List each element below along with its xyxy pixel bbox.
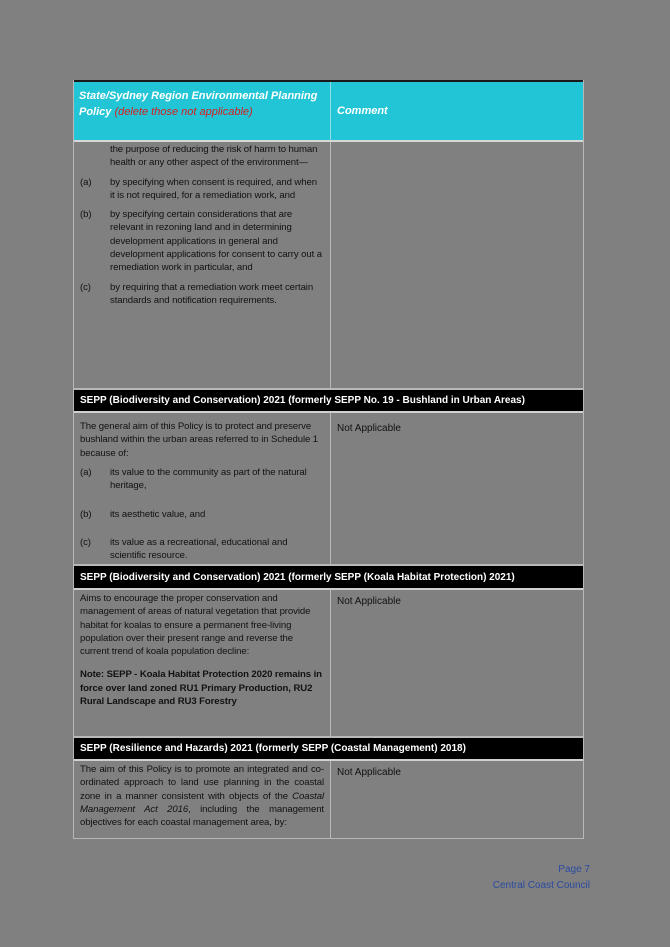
table-row-remediation-continued: [74, 142, 583, 389]
comment-not-applicable: Not Applicable: [337, 423, 401, 434]
clause-a: [74, 466, 330, 493]
policy-aim-part2: , including the management objectives for each coastal management area, by:: [80, 803, 324, 829]
table-row-coastal: [74, 761, 583, 839]
sepp-table: [73, 80, 584, 839]
comment-cell: [331, 590, 583, 736]
table-row-koala: [74, 590, 583, 737]
page-footer: [493, 862, 590, 894]
policy-note: Note: SEPP - Koala Habitat Protection 2020 remains in force over land zoned RU1 Primary Production, RU2 Rural Landscape and RU3 Forestry: [80, 669, 322, 708]
clause-text: by specifying when consent is required, and when it is not required, for a remediation work, and: [110, 176, 317, 201]
clause-c: [74, 281, 330, 308]
header-policy-cell: [74, 82, 331, 140]
section-header-bushland: SEPP (Biodiversity and Conservation) 2021 (formerly SEPP No. 19 - Bushland in Urban Areas): [74, 389, 583, 413]
clause-number: (c): [80, 536, 91, 548]
clause-number: (a): [80, 466, 92, 478]
council-name: Central Coast Council: [492, 880, 590, 891]
clause-text: its aesthetic value, and: [110, 509, 206, 521]
comment-cell: [331, 142, 583, 388]
policy-aim: The general aim of this Policy is to protect and preserve bushland within the urban areas referred to in Schedule 1 because of:: [80, 421, 319, 459]
clause-a: [74, 176, 330, 203]
policy-text-cell: [74, 761, 331, 838]
header-policy-title: State/Sydney Region Environmental Planning Policy: [79, 90, 318, 118]
clause-text: its value as a recreational, educational and scientific resource.: [110, 536, 288, 562]
clause-text: by specifying certain considerations that are relevant in rezoning land and in determining development applications in general and development applications for consent to carry out a remediation work in particular, and: [110, 209, 322, 274]
comment-cell: [331, 761, 583, 838]
comment-not-applicable: Not Applicable: [337, 596, 401, 607]
policy-aim: [74, 761, 330, 829]
act-title: Coastal Management Act 2016: [80, 790, 324, 815]
header-comment-title: Comment: [337, 105, 388, 117]
clause-number: (a): [80, 176, 92, 188]
policy-aim: Aims to encourage the proper conservation and management of areas of natural vegetation that provide habitat for koalas to ensure a permanent free-living population over their present range and reverse the current trend of koala population decline:: [80, 593, 311, 658]
clause-number: (b): [80, 509, 92, 521]
clause-b: [74, 208, 330, 274]
continued-intro: the purpose of reducing the risk of harm to human health or any other aspect of the environment—: [110, 144, 318, 169]
clause-text: its value to the community as part of the natural heritage,: [110, 466, 307, 492]
policy-text-cell: [74, 142, 331, 388]
policy-aim-part1: The aim of this Policy is to promote an integrated and co-ordinated approach to land use planning in the coastal zone in a manner consistent with objects of the: [80, 764, 324, 802]
policy-text-cell: [74, 590, 331, 736]
comment-cell: [331, 413, 583, 564]
table-header-row: [74, 80, 583, 142]
header-comment-cell: [331, 82, 583, 140]
section-header-koala: SEPP (Biodiversity and Conservation) 2021 (formerly SEPP (Koala Habitat Protection) 2021): [74, 565, 583, 590]
comment-not-applicable: Not Applicable: [337, 767, 401, 778]
clause-c: [74, 536, 330, 563]
page-number: Page 7: [558, 864, 590, 875]
policy-text-cell: [74, 413, 331, 564]
table-row-bushland: [74, 413, 583, 565]
clause-text: by requiring that a remediation work meet certain standards and notification requirements.: [110, 281, 314, 306]
section-header-coastal: SEPP (Resilience and Hazards) 2021 (formerly SEPP (Coastal Management) 2018): [74, 737, 583, 761]
clause-b: [74, 508, 330, 521]
clause-number: (c): [80, 281, 91, 293]
header-delete-note: (delete those not applicable): [114, 106, 253, 118]
clause-number: (b): [80, 209, 92, 221]
